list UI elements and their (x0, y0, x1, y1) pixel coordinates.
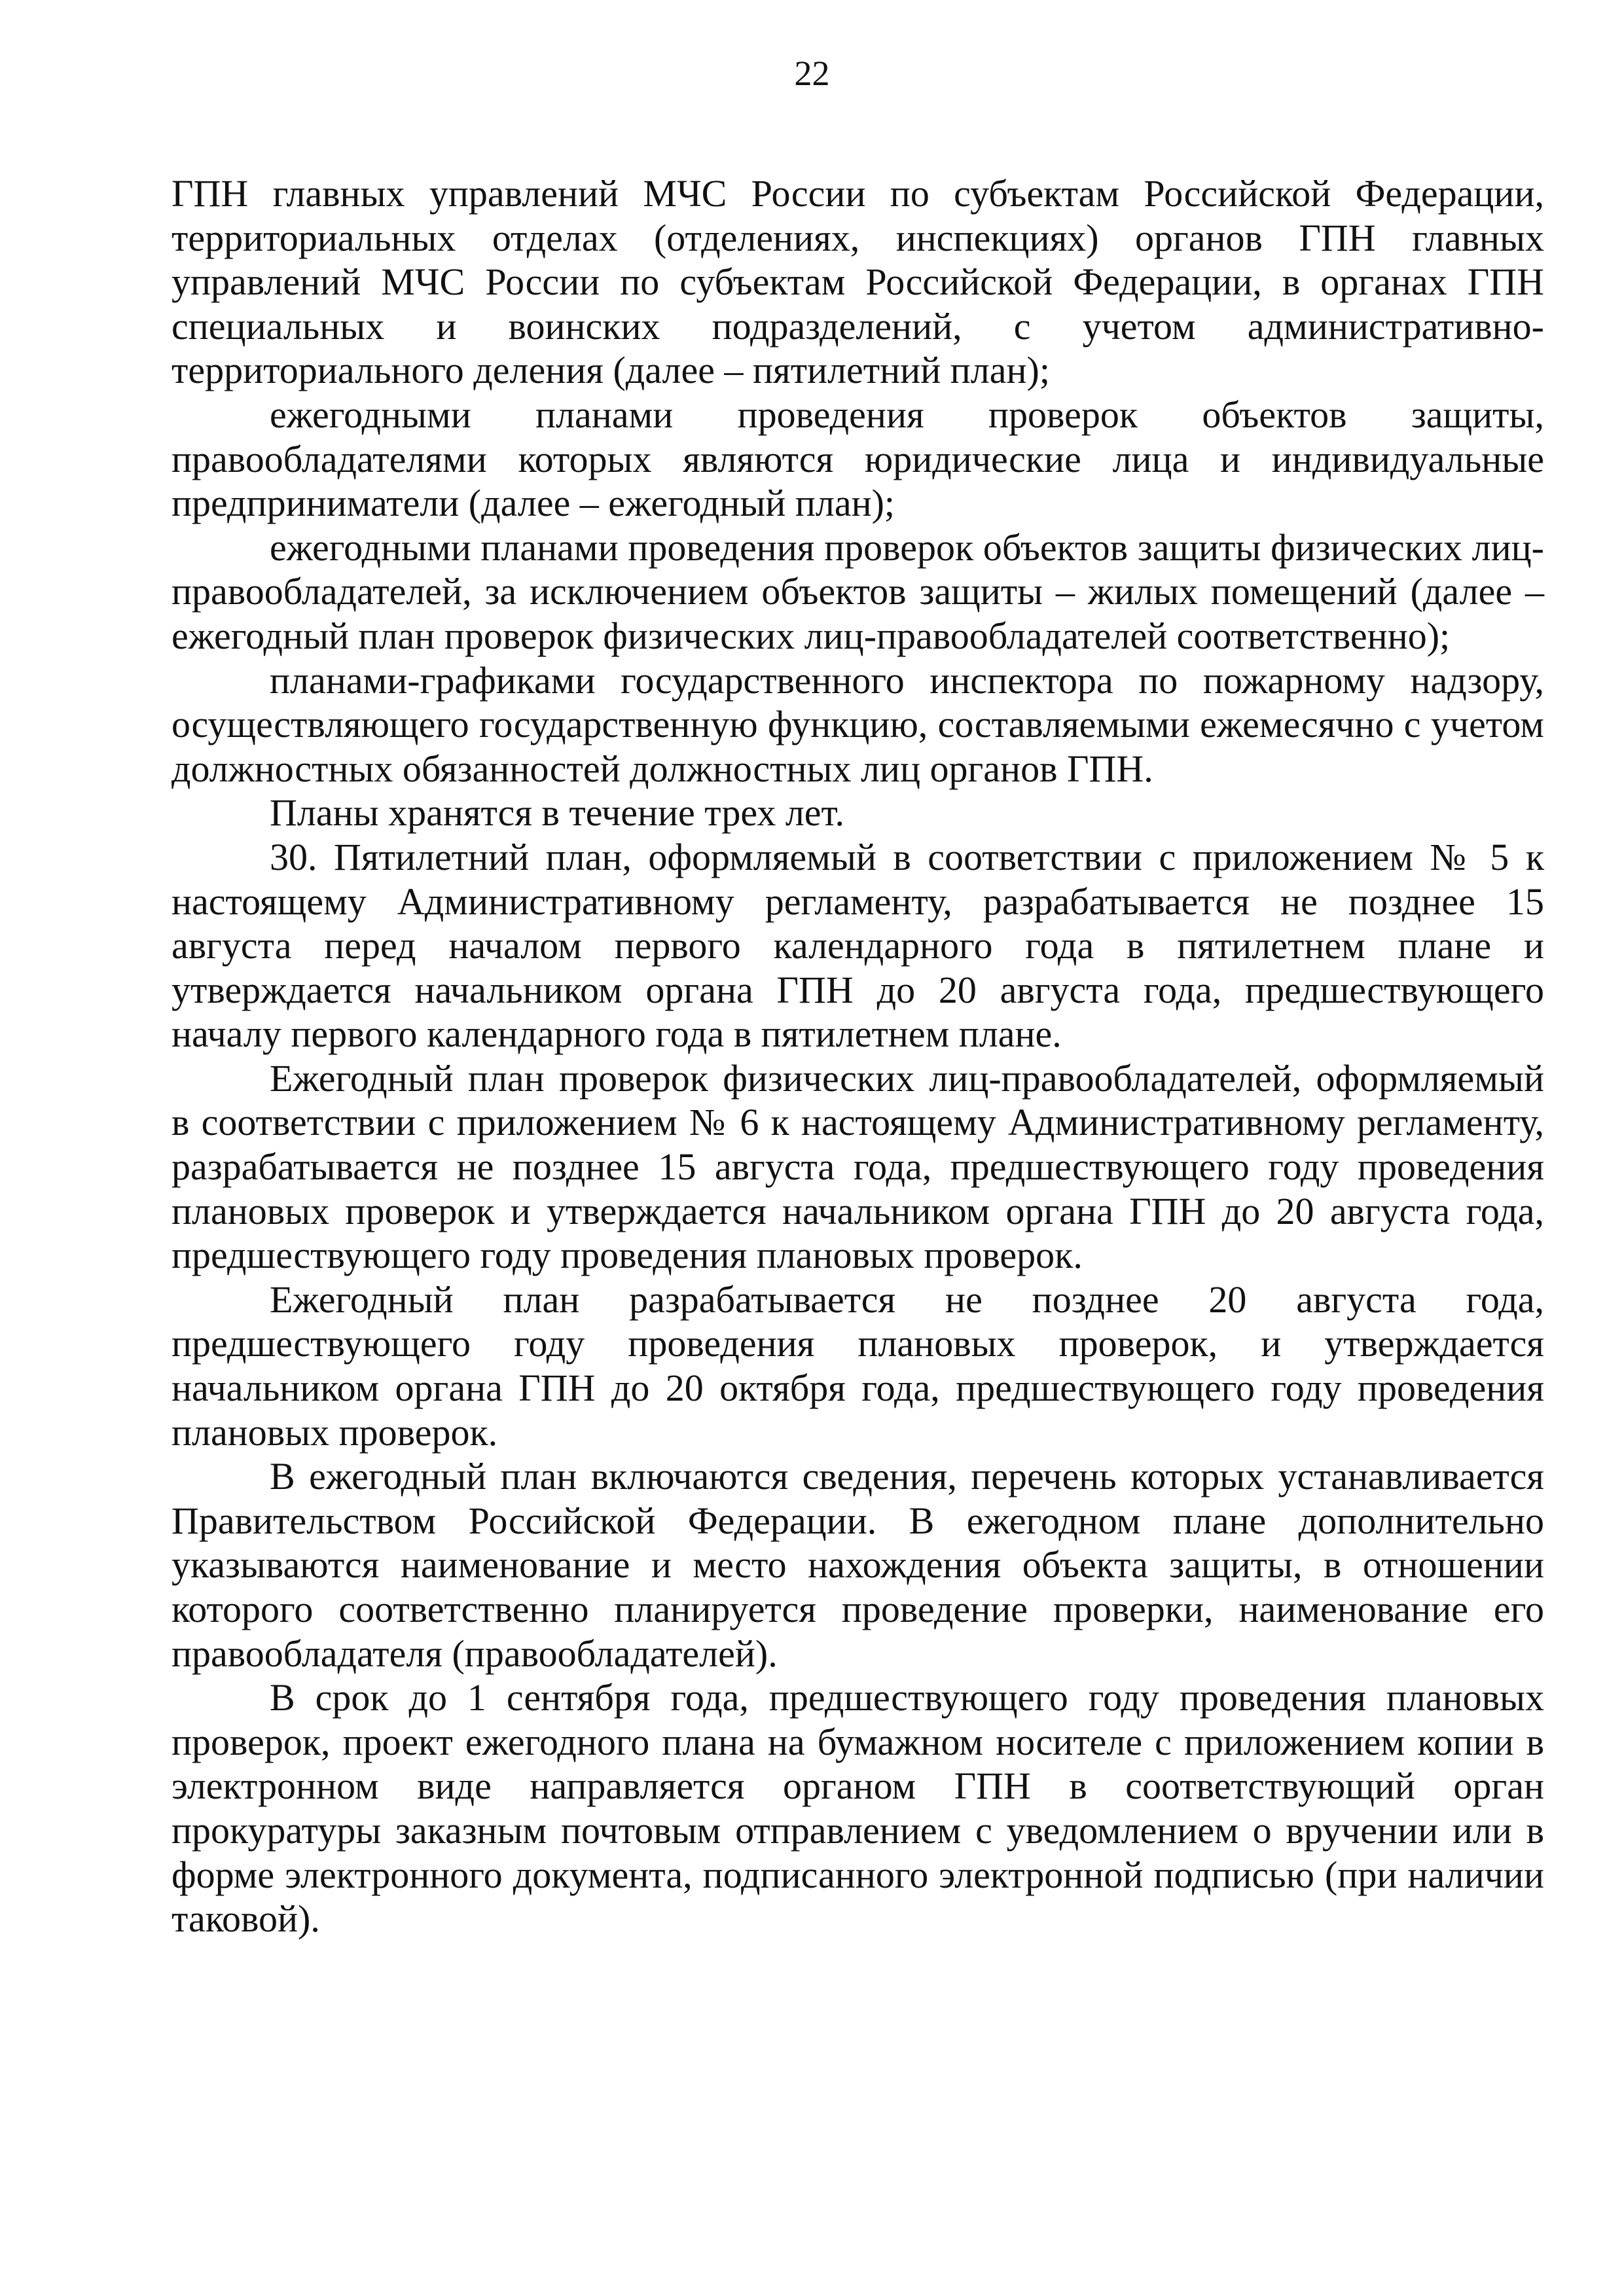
paragraph: ГПН главных управлений МЧС России по субъектам Российской Федерации, территориальных отделах (отделениях, инспекциях) органов ГПН главных управлений МЧС России по субъектам Российской Федерации, в органах ГПН специальных и воинских подразделений, с учетом административно-территориального деления (далее – пятилетний план); (171, 172, 1544, 392)
paragraph: Планы хранятся в течение трех лет. (270, 791, 844, 834)
document-body (171, 171, 1544, 1941)
paragraph: ежегодными планами проведения проверок объектов защиты, правообладателями которых являются юридические лица и индивидуальные предприниматели (далее – ежегодный план); (171, 393, 1544, 525)
paragraph-item-30: 30. Пятилетний план, оформляемый в соответствии с приложением № 5 к настоящему Административному регламенту, разрабатывается не позднее 15 августа перед началом первого календарного года в пятилетнем плане и утверждается начальником органа ГПН до 20 августа года, предшествующего началу первого календарного года в пятилетнем плане. (171, 835, 1544, 1056)
paragraph: планами-графиками государственного инспектора по пожарному надзору, осуществляющего государственную функцию, составляемыми ежемесячно с учетом должностных обязанностей должностных лиц органов ГПН. (171, 658, 1544, 790)
paragraph: Ежегодный план разрабатывается не позднее 20 августа года, предшествующего году проведения плановых проверок, и утверждается начальником органа ГПН до 20 октября года, предшествующего году проведения плановых проверок. (171, 1278, 1544, 1454)
paragraph: Ежегодный план проверок физических лиц-правообладателей, оформляемый в соответствии с приложением № 6 к настоящему Административному регламенту, разрабатывается не позднее 15 августа года, предшествующего году проведения плановых проверок и утверждается начальником органа ГПН до 20 августа года, предшествующего году проведения плановых проверок. (171, 1056, 1544, 1277)
paragraph: В ежегодный план включаются сведения, перечень которых устанавливается Правительством Российской Федерации. В ежегодном плане дополнительно указываются наименование и место нахождения объекта защиты, в отношении которого соответственно планируется проведение проверки, наименование его правообладателя (правообладателей). (171, 1455, 1544, 1675)
paragraph: ежегодными планами проведения проверок объектов защиты физических лиц-правообладателей, за исключением объектов защиты – жилых помещений (далее – ежегодный план проверок физических лиц-правообладателей соответственно); (171, 526, 1544, 657)
page-number: 22 (794, 54, 830, 93)
paragraph: В срок до 1 сентября года, предшествующего году проведения плановых проверок, проект ежегодного плана на бумажном носителе с приложением копии в электронном виде направляется органом ГПН в соответствующий орган прокуратуры заказным почтовым отправлением с уведомлением о вручении или в форме электронного документа, подписанного электронной подписью (при наличии таковой). (171, 1676, 1544, 1941)
